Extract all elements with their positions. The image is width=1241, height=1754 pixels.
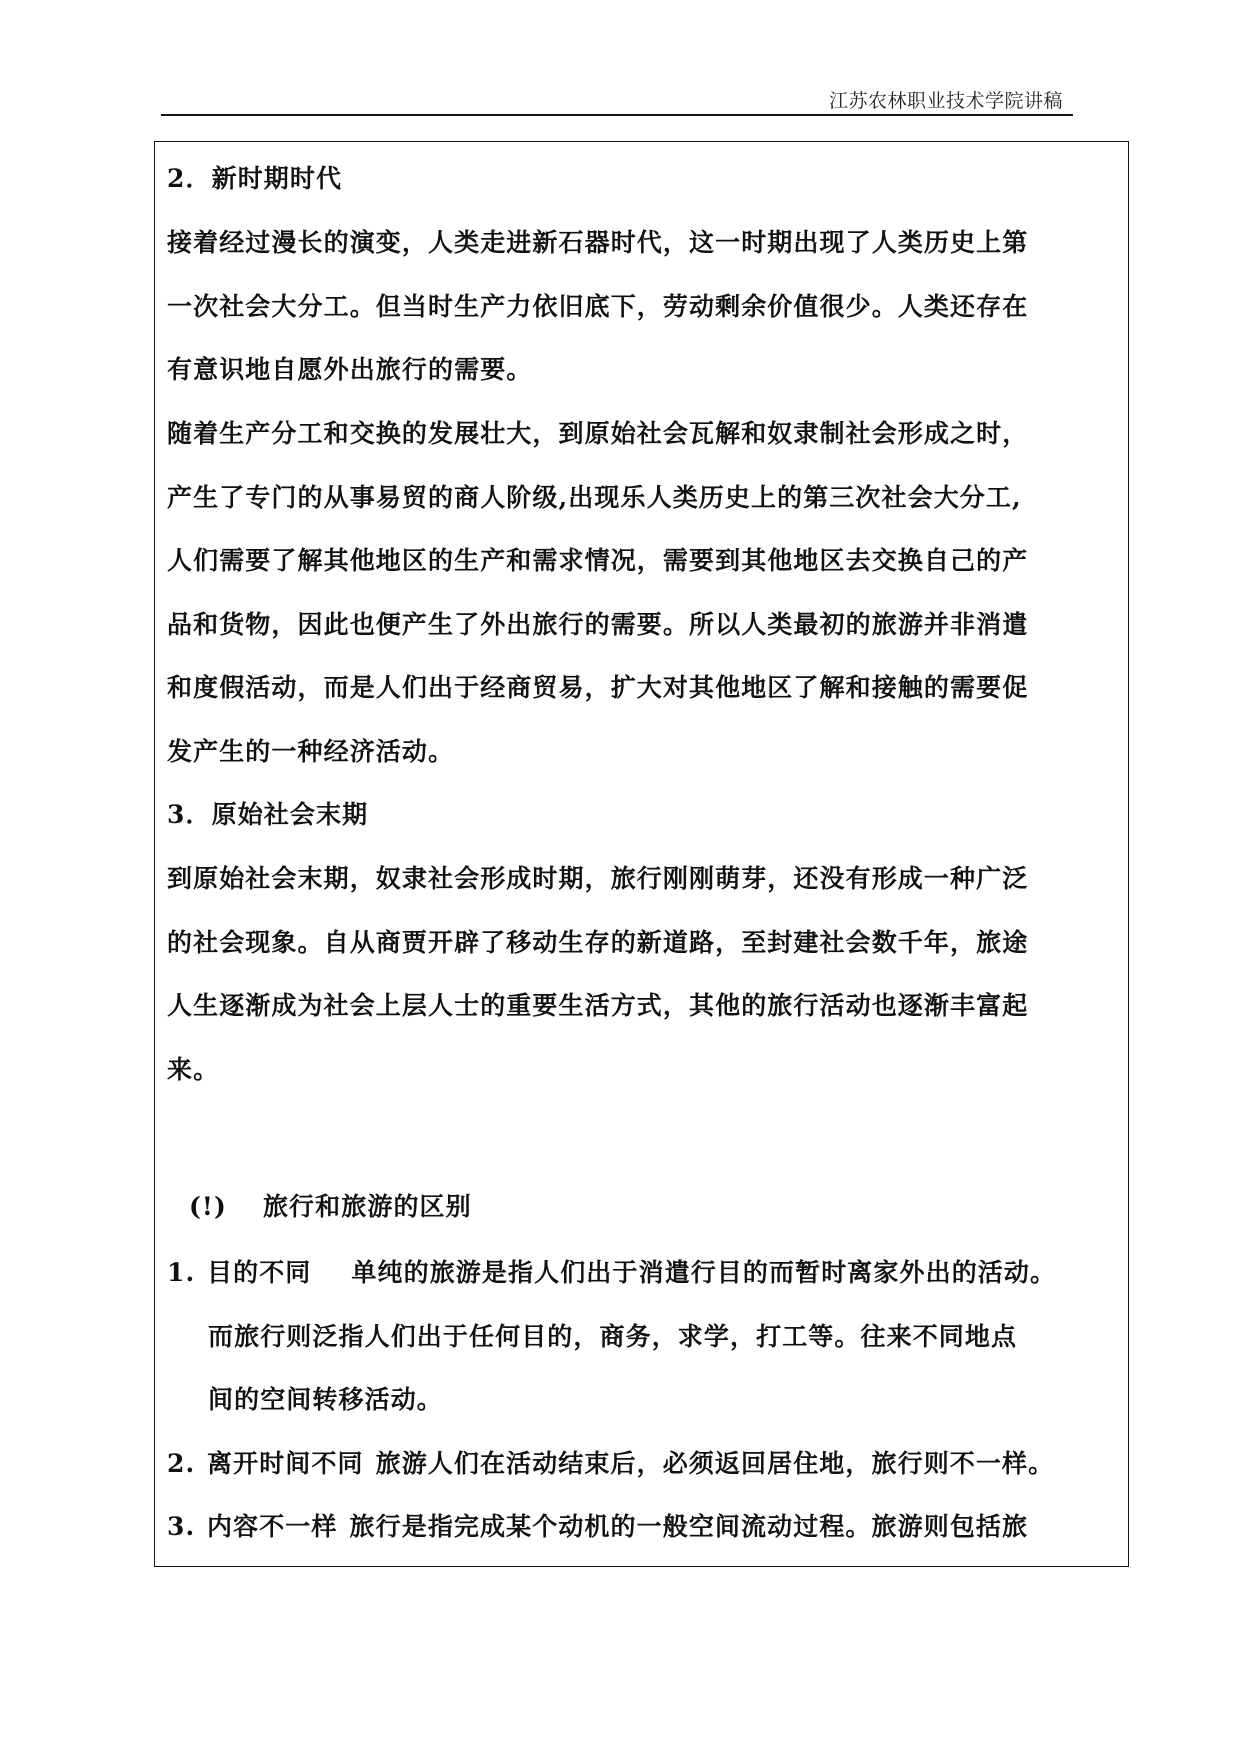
list-item-label: 目的不同 xyxy=(207,1258,312,1287)
subsection-marker: (!) xyxy=(189,1192,227,1221)
paragraph-line: 来。 xyxy=(167,1055,220,1084)
page-header-institution: 江苏农林职业技术学院讲稿 xyxy=(828,90,1063,112)
paragraph-line: 一次社会大分工。但当时生产力依旧底下，劳动剩余价值很少。人类还存在 xyxy=(167,292,1029,321)
section-heading-new-era: 2．新时期时代 xyxy=(167,164,343,193)
paragraph-line: 有意识地自愿外出旅行的需要。 xyxy=(167,355,533,384)
paragraph-line: 的社会现象。自从商贾开辟了移动生存的新道路，至封建社会数千年，旅途 xyxy=(167,928,1029,957)
list-item xyxy=(167,1510,1028,1544)
paragraph-line: 和度假活动，而是人们出于经商贸易，扩大对其他地区了解和接触的需要促 xyxy=(167,673,1029,702)
paragraph-line: 人生逐渐成为社会上层人士的重要生活方式，其他的旅行活动也逐渐丰富起 xyxy=(167,991,1029,1020)
paragraph-line: 人们需要了解其他地区的生产和需求情况，需要到其他地区去交换自己的产 xyxy=(167,546,1029,575)
header-divider xyxy=(161,114,1073,116)
lecture-content-box xyxy=(154,141,1129,1567)
list-item-label: 离开时间不同 xyxy=(207,1449,364,1478)
paragraph-line: 产生了专门的从事易贸的商人阶级,出现乐人类历史上的第三次社会大分工, xyxy=(167,483,1022,512)
list-item-continuation: 而旅行则泛指人们出于任何目的，商务，求学，打工等。往来不同地点 xyxy=(208,1322,1018,1351)
paragraph-line: 发产生的一种经济活动。 xyxy=(167,737,455,766)
list-item-number: 1. xyxy=(167,1258,196,1287)
paragraph-line: 接着经过漫长的演变，人类走进新石器时代，这一时期出现了人类历史上第 xyxy=(167,228,1029,257)
paragraph-line: 品和货物，因此也便产生了外出旅行的需要。所以人类最初的旅游并非消遣 xyxy=(167,610,1029,639)
subsection-heading-difference xyxy=(189,1190,472,1224)
list-item-continuation: 间的空间转移活动。 xyxy=(208,1385,443,1414)
list-item xyxy=(167,1256,1056,1290)
list-item-number: 2. xyxy=(167,1449,196,1478)
list-item-text: 旅行是指完成某个动机的一般空间流动过程。旅游则包括旅 xyxy=(349,1512,1029,1541)
list-item-label: 内容不一样 xyxy=(207,1512,338,1541)
paragraph-line: 到原始社会末期，奴隶社会形成时期，旅行刚刚萌芽，还没有形成一种广泛 xyxy=(167,864,1029,893)
list-item-text: 单纯的旅游是指人们出于消遣行目的而暂时离家外出的活动。 xyxy=(351,1258,1057,1287)
paragraph-line: 随着生产分工和交换的发展壮大，到原始社会瓦解和奴隶制社会形成之时， xyxy=(167,419,1029,448)
list-item-number: 3. xyxy=(167,1512,196,1541)
list-item xyxy=(167,1447,1054,1481)
section-heading-primitive-society: 3．原始社会末期 xyxy=(167,800,369,829)
subsection-title: 旅行和旅游的区别 xyxy=(262,1192,472,1221)
list-item-text: 旅游人们在活动结束后，必须返回居住地，旅行则不一样。 xyxy=(375,1449,1055,1478)
